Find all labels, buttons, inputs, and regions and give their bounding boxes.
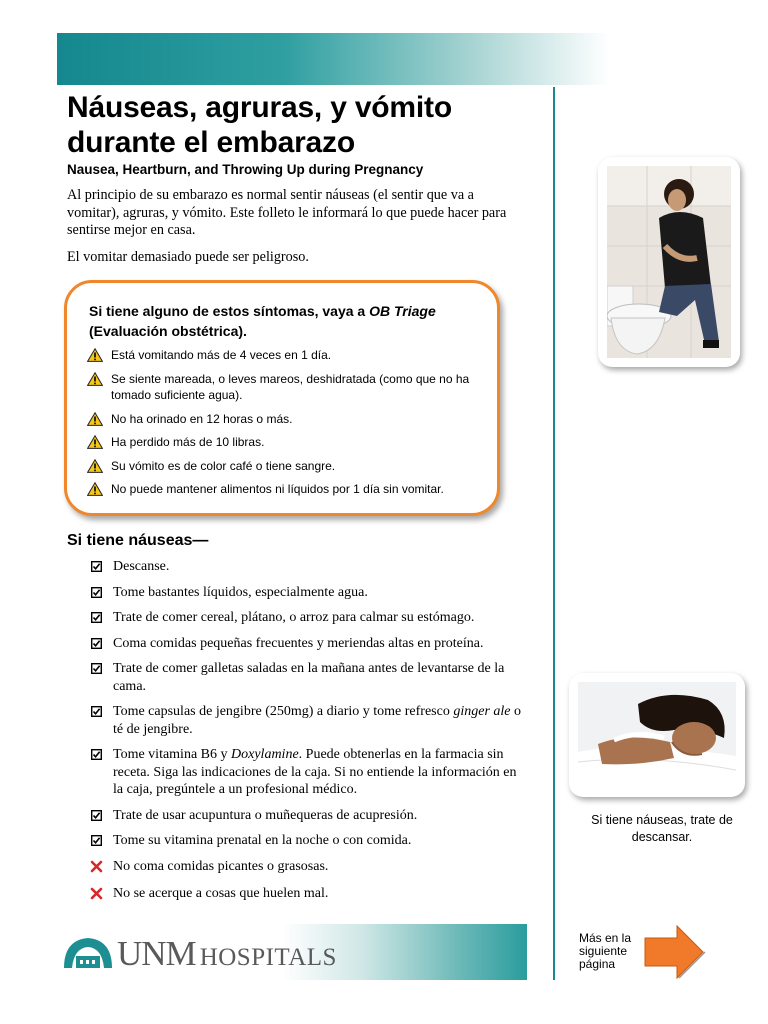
symptom-item <box>87 458 487 475</box>
tip-text: Tome vitamina B6 y <box>113 747 232 762</box>
next-page-arrow-icon <box>643 922 707 982</box>
unm-hospitals-logo-icon <box>62 934 114 970</box>
logo-hospitals-text: HOSPITALS <box>199 944 337 971</box>
checkbox-checked-icon <box>91 749 102 760</box>
avoid-text: No se acerque a cosas que huelen mal. <box>113 886 329 901</box>
avoid-item <box>90 885 526 903</box>
symptom-item <box>87 411 487 428</box>
tip-item <box>90 832 526 850</box>
avoid-text: No coma comidas picantes o grasosas. <box>113 858 329 874</box>
red-x-icon <box>90 887 103 900</box>
column-divider <box>553 87 555 980</box>
warning-triangle-icon <box>87 435 103 449</box>
symptom-text: No ha orinado en 12 horas o más. <box>111 411 293 426</box>
symptom-item <box>87 481 487 498</box>
photo-caption: Si tiene náuseas, trate de descansar. <box>591 813 733 844</box>
ob-triage-text: OB Triage <box>369 303 436 319</box>
tip-item <box>90 660 526 695</box>
checkbox-checked-icon <box>91 612 102 623</box>
nausea-section-heading: Si tiene náuseas— <box>67 532 209 549</box>
tip-text: Coma comidas pequeñas frecuentes y meriendas altas en proteína. <box>113 635 484 651</box>
warning-triangle-icon <box>87 372 103 386</box>
warning-triangle-icon <box>87 412 103 426</box>
warning-title-text: Si tiene alguno de estos síntomas, vaya a <box>89 303 370 319</box>
warning-symptoms-box <box>64 280 500 516</box>
ginger-ale-text: ginger ale <box>453 704 511 719</box>
tip-item <box>90 584 526 602</box>
nausea-photo-illustration <box>607 166 731 358</box>
symptom-item <box>87 434 487 451</box>
checkbox-checked-icon <box>91 810 102 821</box>
intro-paragraph: Al principio de su embarazo es normal sentir náuseas (el sentir que va a vomitar), agruras, y vómito. Este folleto le informará lo que puede hacer para sentirse mejor en casa. <box>67 187 507 238</box>
doxylamine-text: Doxylamine <box>231 747 299 762</box>
tip-text-end: . Puede obtenerlas en la farmacia sin receta. Siga las indicaciones de la caja. Si no entiende la información en la caja, pregúntele a un profesional médico. <box>113 747 517 797</box>
symptom-text: Se siente mareada, o leves mareos, deshidratada (como que no ha tomado suficiente agua). <box>111 371 470 402</box>
checkbox-checked-icon <box>91 561 102 572</box>
symptom-text: Ha perdido más de 10 libras. <box>111 435 265 449</box>
tip-text: Trate de usar acupuntura o muñequeras de acupresión. <box>113 807 418 823</box>
tip-text: Tome bastantes líquidos, especialmente agua. <box>113 584 368 600</box>
checkbox-checked-icon <box>91 638 102 649</box>
woman-nauseous-by-toilet-photo <box>598 157 740 367</box>
warning-triangle-icon <box>87 459 103 473</box>
symptom-text: Está vomitando más de 4 veces en 1 día. <box>111 348 332 362</box>
warning-triangle-icon <box>87 482 103 496</box>
symptom-item <box>87 371 487 404</box>
tip-text: Tome su vitamina prenatal en la noche o con comida. <box>113 833 412 848</box>
checkbox-checked-icon <box>91 587 102 598</box>
tip-item <box>90 635 526 653</box>
avoid-item <box>90 858 526 876</box>
woman-sleeping-photo <box>569 673 745 797</box>
tip-text-end: o té de jengibre. <box>113 704 521 737</box>
intro-warning: El vomitar demasiado puede ser peligroso. <box>67 248 309 265</box>
unm-hospitals-logo <box>117 934 337 974</box>
red-x-icon <box>90 860 103 873</box>
warning-triangle-icon <box>87 348 103 362</box>
tip-item-vitamin <box>90 746 526 799</box>
checkbox-checked-icon <box>91 663 102 674</box>
checkbox-checked-icon <box>91 835 102 846</box>
tip-text: Tome capsulas de jengibre (250mg) a diario y tome refresco <box>113 704 454 719</box>
symptom-item <box>87 347 487 364</box>
tip-item <box>90 609 526 627</box>
tip-text: Descanse. <box>113 559 170 574</box>
symptom-text: No puede mantener alimentos ni líquidos por 1 día sin vomitar. <box>111 482 444 496</box>
intro-text <box>67 187 527 275</box>
page-title: Náuseas, agruras, y vómito durante el embarazo <box>67 91 452 159</box>
symptom-text: Su vómito es de color café o tiene sangre. <box>111 458 336 473</box>
tip-item-ginger <box>90 703 526 738</box>
page-subtitle: Nausea, Heartburn, and Throwing Up during Pregnancy <box>67 162 424 177</box>
logo-unm-text: UNM <box>117 934 196 973</box>
next-page-note: Más en la siguiente página <box>579 931 632 971</box>
warning-symptom-list <box>87 347 487 505</box>
tip-text: Trate de comer galletas saladas en la mañana antes de levantarse de la cama. <box>113 661 505 694</box>
warning-title-end: (Evaluación obstétrica). <box>89 323 247 339</box>
tip-item <box>90 807 526 825</box>
warning-box-title <box>89 301 489 341</box>
tip-item <box>90 558 526 576</box>
nausea-tips-list <box>90 558 526 911</box>
sleeping-photo-illustration <box>578 682 736 788</box>
tip-text: Trate de comer cereal, plátano, o arroz para calmar su estómago. <box>113 610 475 625</box>
checkbox-checked-icon <box>91 706 102 717</box>
header-color-band <box>57 33 707 85</box>
